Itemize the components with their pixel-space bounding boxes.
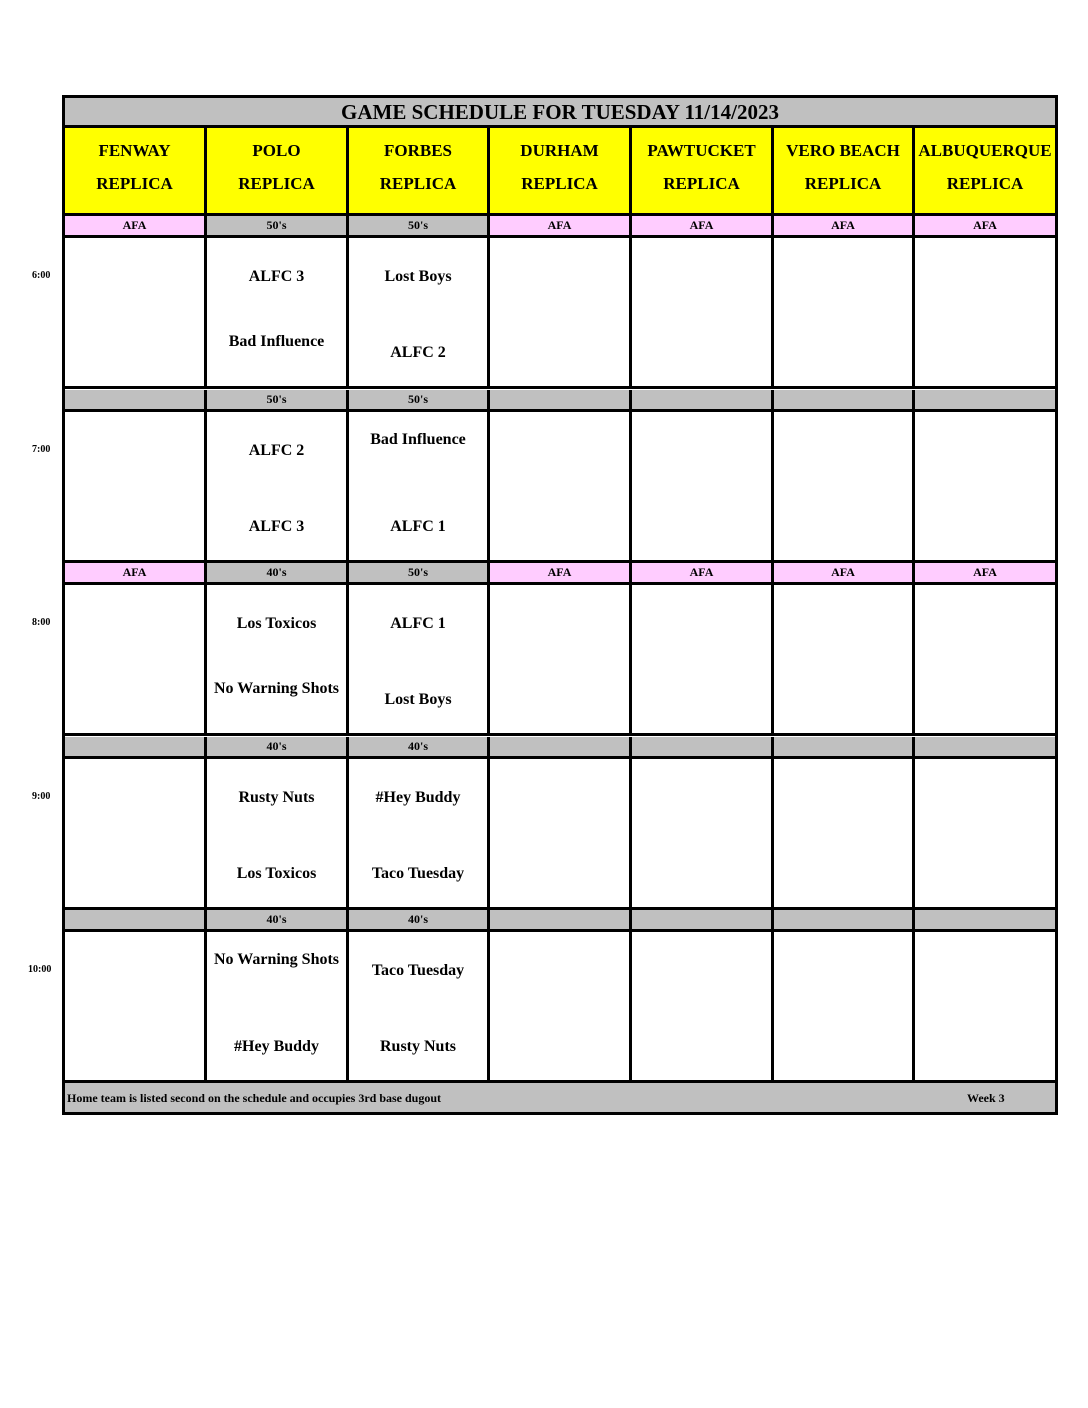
division-label xyxy=(490,737,632,759)
home-team: Lost Boys xyxy=(384,690,452,708)
field-header-4 xyxy=(632,128,774,216)
footer-bar xyxy=(65,1083,1055,1112)
game-cell xyxy=(349,759,490,910)
game-cell xyxy=(207,932,349,1083)
game-cell xyxy=(490,932,632,1083)
division-label: 40's xyxy=(207,563,349,585)
time-label: 7:00 xyxy=(32,444,51,455)
game-cell xyxy=(349,238,490,389)
field-header-1 xyxy=(207,128,349,216)
home-team: Los Toxicos xyxy=(236,864,317,882)
division-label: AFA xyxy=(632,563,774,585)
division-label xyxy=(915,910,1055,932)
field-subtitle: REPLICA xyxy=(96,174,173,193)
game-cell xyxy=(915,412,1055,563)
game-cell xyxy=(490,585,632,736)
game-cell xyxy=(349,412,490,563)
division-label: AFA xyxy=(65,216,207,238)
game-cell xyxy=(632,238,774,389)
home-team: ALFC 3 xyxy=(248,517,305,535)
away-team: ALFC 2 xyxy=(248,441,305,459)
footer-note: Home team is listed second on the schedule and occupies 3rd base dugout xyxy=(67,1091,442,1105)
game-cell xyxy=(915,238,1055,389)
field-name: DURHAM xyxy=(520,141,599,160)
field-subtitle: REPLICA xyxy=(804,174,882,193)
game-cell xyxy=(65,585,207,736)
game-cell xyxy=(490,759,632,910)
game-cell xyxy=(65,759,207,910)
division-label xyxy=(490,390,632,412)
field-subtitle: REPLICA xyxy=(379,174,457,193)
game-cell xyxy=(490,238,632,389)
game-cell xyxy=(207,759,349,910)
division-label xyxy=(65,737,207,759)
division-label: AFA xyxy=(490,216,632,238)
home-team: #Hey Buddy xyxy=(234,1037,319,1055)
game-cell xyxy=(632,585,774,736)
game-cell xyxy=(207,412,349,563)
field-name: VERO BEACH xyxy=(786,141,900,160)
home-team: ALFC 1 xyxy=(390,517,446,535)
time-label: 8:00 xyxy=(32,617,51,628)
division-label xyxy=(490,910,632,932)
division-label: 40's xyxy=(207,910,349,932)
division-label: 40's xyxy=(349,737,490,759)
game-cell xyxy=(65,932,207,1083)
field-name: POLO xyxy=(252,141,301,160)
division-label xyxy=(774,737,915,759)
week-label: Week 3 xyxy=(967,1091,1005,1105)
division-label: 40's xyxy=(207,737,349,759)
division-label: 50's xyxy=(349,563,490,585)
field-header-0 xyxy=(65,128,207,216)
away-team: #Hey Buddy xyxy=(375,788,461,806)
away-team: Los Toxicos xyxy=(236,614,317,632)
division-label: AFA xyxy=(774,216,915,238)
game-cell xyxy=(490,412,632,563)
home-team: Bad Influence xyxy=(228,333,325,350)
field-subtitle: REPLICA xyxy=(663,174,740,193)
game-cell xyxy=(915,932,1055,1083)
game-cell xyxy=(774,585,915,736)
game-cell xyxy=(65,412,207,563)
division-label: 40's xyxy=(349,910,490,932)
division-label: AFA xyxy=(490,563,632,585)
away-team: Bad Influence xyxy=(370,431,466,448)
field-subtitle: REPLICA xyxy=(946,174,1024,193)
division-label: 50's xyxy=(207,390,349,412)
game-cell xyxy=(349,932,490,1083)
away-team: ALFC 3 xyxy=(248,267,305,285)
game-cell xyxy=(915,585,1055,736)
division-label: 50's xyxy=(349,216,490,238)
game-cell xyxy=(915,759,1055,910)
division-label: AFA xyxy=(915,563,1055,585)
schedule-title: GAME SCHEDULE FOR TUESDAY 11/14/2023 xyxy=(65,98,1055,128)
division-label: AFA xyxy=(774,563,915,585)
home-team: Rusty Nuts xyxy=(379,1037,456,1055)
division-label: 50's xyxy=(349,390,490,412)
field-header-6 xyxy=(915,128,1055,216)
division-label: AFA xyxy=(915,216,1055,238)
home-team: Taco Tuesday xyxy=(371,864,465,882)
division-label xyxy=(774,390,915,412)
field-name: FENWAY xyxy=(98,141,171,160)
game-cell xyxy=(207,238,349,389)
home-team: ALFC 2 xyxy=(390,343,446,361)
division-label xyxy=(65,390,207,412)
game-cell xyxy=(774,412,915,563)
division-label xyxy=(915,390,1055,412)
time-label: 6:00 xyxy=(32,270,51,281)
division-label: 50's xyxy=(207,216,349,238)
away-team: Rusty Nuts xyxy=(238,788,315,806)
game-cell xyxy=(632,412,774,563)
game-cell xyxy=(632,932,774,1083)
game-cell xyxy=(774,759,915,910)
division-label: AFA xyxy=(632,216,774,238)
division-label xyxy=(774,910,915,932)
division-label xyxy=(632,390,774,412)
field-header-2 xyxy=(349,128,490,216)
schedule-table xyxy=(62,95,1058,1115)
division-label xyxy=(915,737,1055,759)
field-subtitle: REPLICA xyxy=(521,174,598,193)
away-team: ALFC 1 xyxy=(390,614,446,632)
away-team: Lost Boys xyxy=(384,267,452,285)
field-header-3 xyxy=(490,128,632,216)
time-label: 10:00 xyxy=(28,964,52,975)
field-name: PAWTUCKET xyxy=(647,141,756,160)
game-cell xyxy=(65,238,207,389)
game-cell xyxy=(349,585,490,736)
field-name: ALBUQUERQUE xyxy=(918,141,1052,160)
field-name: FORBES xyxy=(383,141,453,160)
game-cell xyxy=(207,585,349,736)
game-cell xyxy=(774,932,915,1083)
field-subtitle: REPLICA xyxy=(238,174,315,193)
game-cell xyxy=(632,759,774,910)
division-label: AFA xyxy=(65,563,207,585)
away-team: Taco Tuesday xyxy=(371,961,465,979)
time-label: 9:00 xyxy=(32,791,51,802)
division-label xyxy=(632,910,774,932)
away-team: No Warning Shots xyxy=(213,951,340,968)
division-label xyxy=(632,737,774,759)
home-team: No Warning Shots xyxy=(213,680,340,697)
game-cell xyxy=(774,238,915,389)
field-header-5 xyxy=(774,128,915,216)
division-label xyxy=(65,910,207,932)
